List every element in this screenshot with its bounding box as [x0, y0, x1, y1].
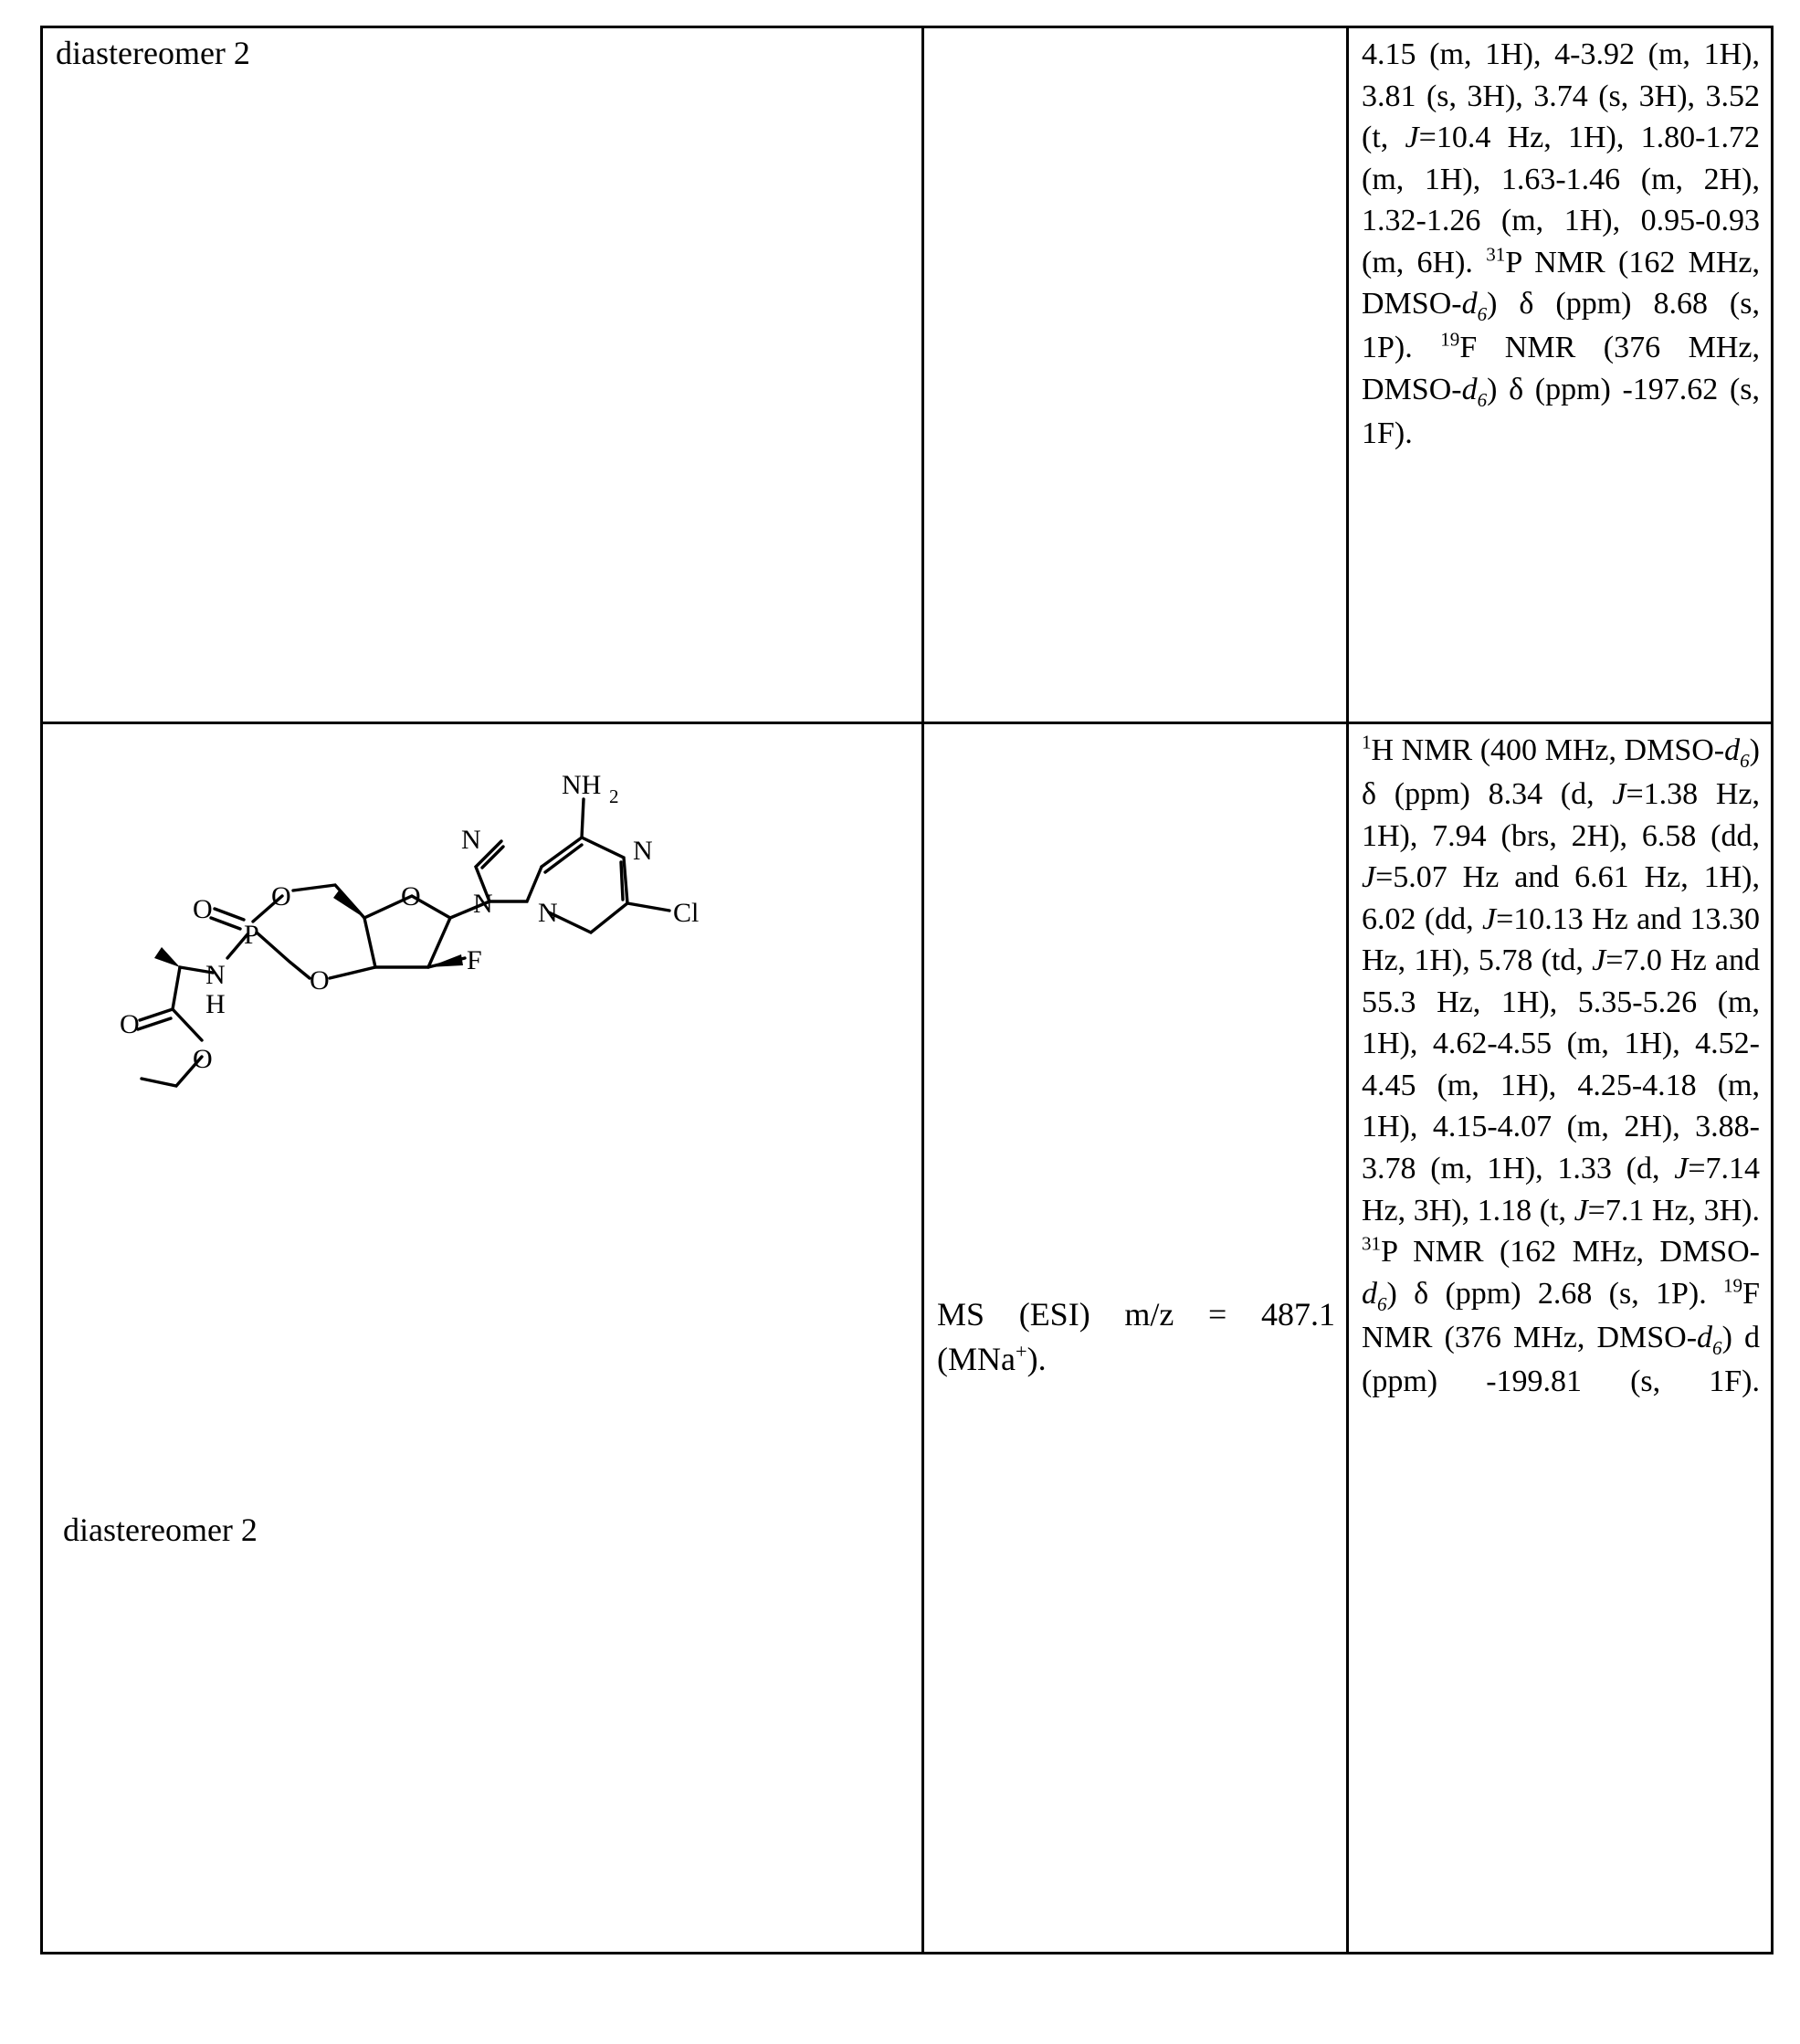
table-row — [42, 723, 1773, 1954]
atom-label-nh2: NH — [562, 770, 602, 800]
atom-label-cl: Cl — [673, 898, 700, 928]
atom-label-n: N — [538, 898, 558, 928]
atom-label-f: F — [467, 945, 482, 975]
ms-cell — [923, 723, 1348, 1954]
nmr-cell — [1348, 27, 1773, 723]
compound-cell — [42, 723, 923, 1954]
atom-label-o: O — [193, 894, 213, 924]
nmr-cell — [1348, 723, 1773, 1954]
compound-label: diastereomer 2 — [56, 35, 250, 71]
compound-cell — [42, 27, 923, 723]
atom-label-n: N — [461, 825, 481, 855]
chemical-structure-icon — [74, 739, 805, 1305]
ms-value: MS (ESI) m/z = 487.1 (MNa+). — [937, 1296, 1335, 1377]
atom-label-p: P — [244, 920, 259, 950]
atom-label-n: N — [205, 960, 226, 990]
atom-label-o: O — [401, 881, 421, 911]
svg-text:2: 2 — [609, 785, 619, 807]
nmr-text: 4.15 (m, 1H), 4-3.92 (m, 1H), 3.81 (s, 3H), 3.74 (s, 3H), 3.52 (t, J=10.4 Hz, 1H), 1.80-1.72 (m, 1H), 1.63-1.46 (m, 2H), 1.32-1.26 (m, 1H), 0.95-0.93 (m, 6H). $^{31}$P NMR (162 MHz, DMSO-$d_6$) δ (ppm) 8.68 (s, 1P). $^{19}$F NMR (376 MHz, DMSO-$d_6$) δ (ppm) -197.62 (s, 1F). — [1362, 37, 1760, 450]
atom-label-o: O — [193, 1044, 213, 1074]
atom-label-n: N — [633, 836, 653, 866]
nmr-text: $^1$H NMR (400 MHz, DMSO-$d_6$) δ (ppm) 8.34 (d, J=1.38 Hz, 1H), 7.94 (brs, 2H), 6.58 (dd, J=5.07 Hz and 6.61 Hz, 1H), 6.02 (dd, J=10.13 Hz and 13.30 Hz, 1H), 5.78 (td, J=7.0 Hz and 55.3 Hz, 1H), 5.35-5.26 (m, 1H), 4.62-4.55 (m, 1H), 4.52-4.45 (m, 1H), 4.25-4.18 (m, 1H), 4.15-4.07 (m, 2H), 3.88-3.78 (m, 1H), 1.33 (d, J=7.14 Hz, 3H), 1.18 (t, J=7.1 Hz, 3H). $^{31}$P NMR (162 MHz, DMSO-$d_6$) δ (ppm) 2.68 (s, 1P). $^{19}$F NMR (376 MHz, DMSO-$d_6$) d (ppm) -199.81 (s, 1F). — [1362, 731, 1761, 1398]
structure-container — [56, 730, 911, 1944]
table-row — [42, 27, 1773, 723]
atom-label-o: O — [120, 1009, 140, 1039]
ms-cell — [923, 27, 1348, 723]
compound-label: diastereomer 2 — [63, 1512, 258, 1549]
atom-label-n: N — [473, 889, 493, 919]
atom-label-o: O — [310, 965, 330, 996]
atom-label-o: O — [271, 881, 291, 911]
atom-label-h: H — [205, 989, 226, 1019]
data-table — [40, 26, 1774, 1954]
